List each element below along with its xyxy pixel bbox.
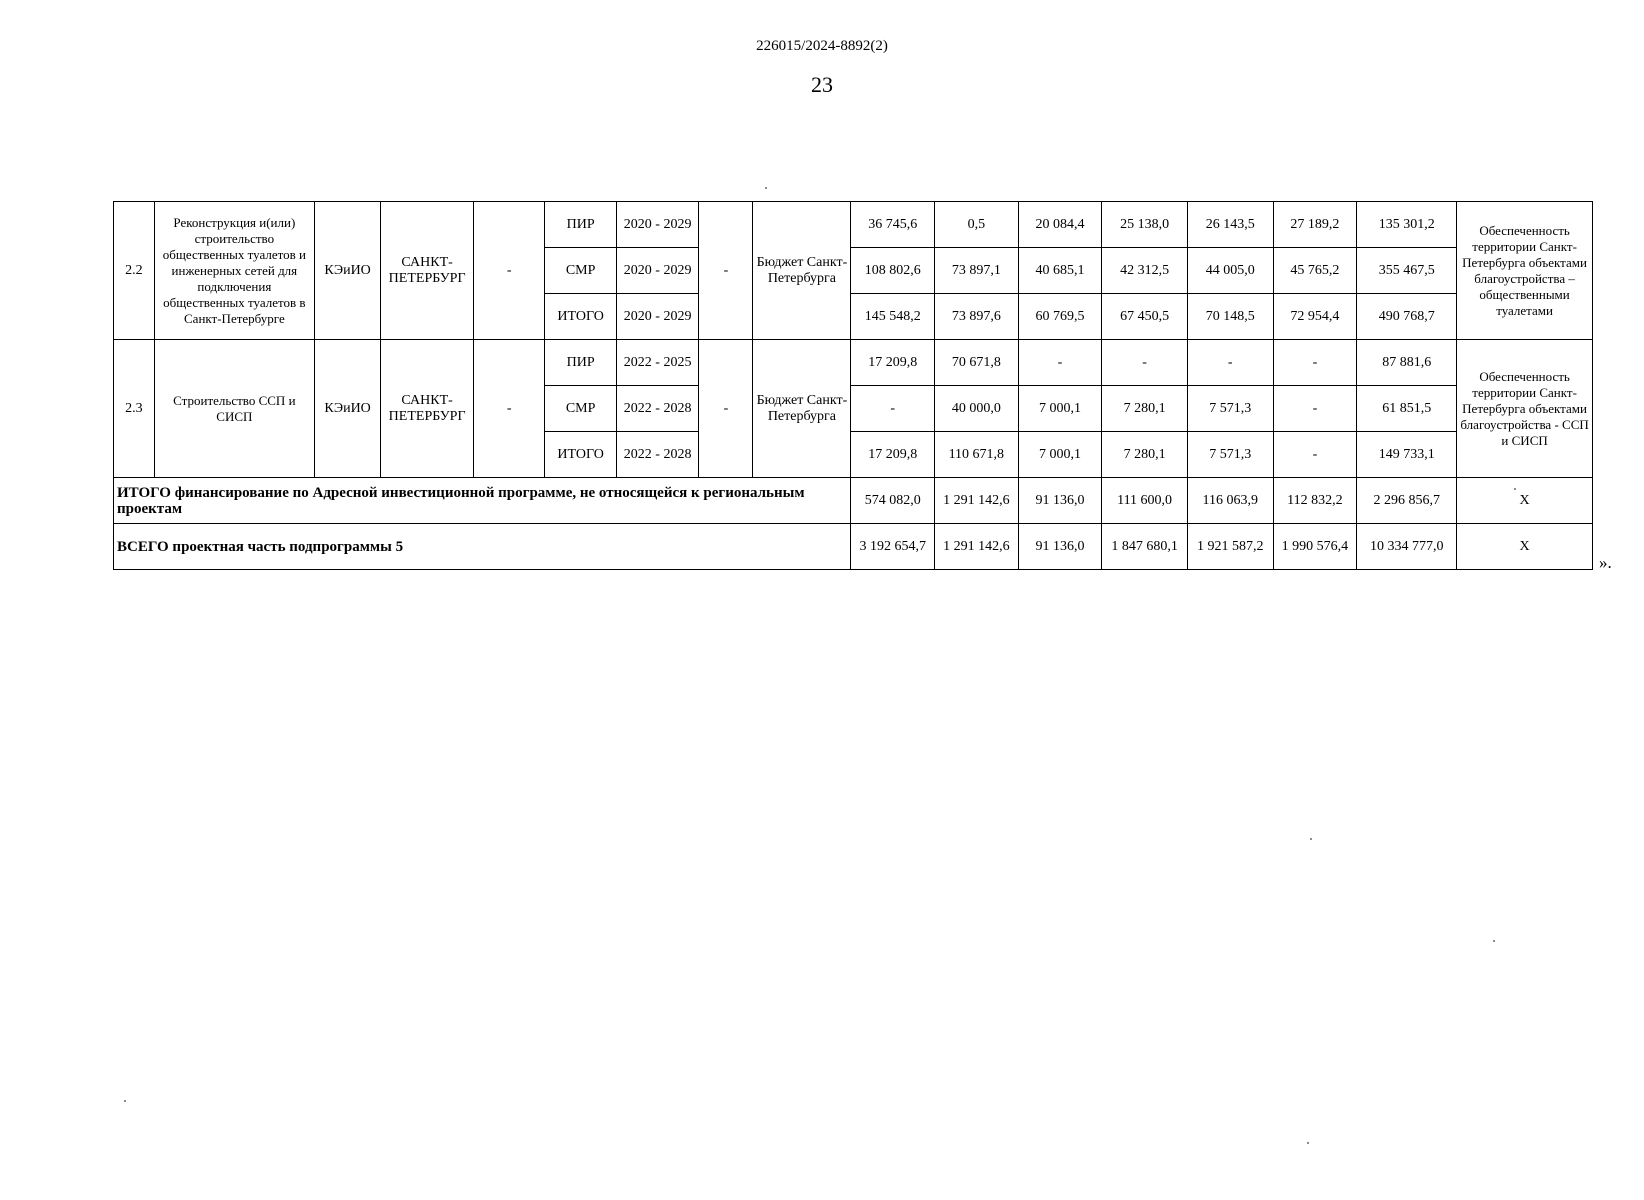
funding-value: 20 084,4 xyxy=(1018,202,1102,248)
total-value: 91 136,0 xyxy=(1018,478,1102,524)
object-name: Реконструкция и(или) строительство общественных туалетов и инженерных сетей для подключения общественных туалетов в Санкт-Петербурге xyxy=(154,202,314,340)
total-value: 116 063,9 xyxy=(1187,478,1273,524)
funding-value: 110 671,8 xyxy=(935,432,1019,478)
funding-value: 7 000,1 xyxy=(1018,432,1102,478)
scan-speck xyxy=(765,187,767,189)
funding-value: 36 745,6 xyxy=(851,202,935,248)
object-name: Строительство ССП и СИСП xyxy=(154,340,314,478)
funding-value: 108 802,6 xyxy=(851,248,935,294)
responsible-org: КЭиИО xyxy=(314,340,380,478)
expected-result: Обеспеченность территории Санкт-Петербурга объектами благоустройства - ССП и СИСП xyxy=(1457,340,1593,478)
funding-value: 44 005,0 xyxy=(1187,248,1273,294)
funding-value: 355 467,5 xyxy=(1357,248,1457,294)
work-period: 2022 - 2025 xyxy=(616,340,699,386)
funding-value: 17 209,8 xyxy=(851,432,935,478)
responsible-org: КЭиИО xyxy=(314,202,380,340)
work-period: 2020 - 2029 xyxy=(616,294,699,340)
scan-speck xyxy=(1307,1142,1309,1144)
funding-value: 17 209,8 xyxy=(851,340,935,386)
funding-source: Бюджет Санкт-Петербурга xyxy=(753,202,851,340)
funding-value: 26 143,5 xyxy=(1187,202,1273,248)
funding-value: 149 733,1 xyxy=(1357,432,1457,478)
funding-value: - xyxy=(1273,432,1357,478)
extra-column: - xyxy=(699,340,753,478)
funding-value: 0,5 xyxy=(935,202,1019,248)
work-type: СМР xyxy=(545,386,616,432)
work-period: 2022 - 2028 xyxy=(616,386,699,432)
total-label: ИТОГО финансирование по Адресной инвестиционной программе, не относящейся к региональным проектам xyxy=(114,478,851,524)
page-number: 23 xyxy=(811,72,833,97)
total-value: 1 990 576,4 xyxy=(1273,524,1357,570)
total-value: 91 136,0 xyxy=(1018,524,1102,570)
capacity: - xyxy=(474,340,545,478)
scan-speck xyxy=(124,1100,126,1102)
work-type: ПИР xyxy=(545,340,616,386)
funding-value: 72 954,4 xyxy=(1273,294,1357,340)
funding-value: 70 148,5 xyxy=(1187,294,1273,340)
work-period: 2022 - 2028 xyxy=(616,432,699,478)
location: САНКТ-ПЕТЕРБУРГ xyxy=(381,340,474,478)
total-value: 10 334 777,0 xyxy=(1357,524,1457,570)
funding-value: 7 571,3 xyxy=(1187,386,1273,432)
funding-value: 87 881,6 xyxy=(1357,340,1457,386)
funding-value: 490 768,7 xyxy=(1357,294,1457,340)
total-label: ВСЕГО проектная часть подпрограммы 5 xyxy=(114,524,851,570)
extra-column: - xyxy=(699,202,753,340)
work-type: СМР xyxy=(545,248,616,294)
total-mark: Х xyxy=(1457,524,1593,570)
work-period: 2020 - 2029 xyxy=(616,202,699,248)
capacity: - xyxy=(474,202,545,340)
funding-value: 27 189,2 xyxy=(1273,202,1357,248)
total-value: 1 921 587,2 xyxy=(1187,524,1273,570)
funding-value: 42 312,5 xyxy=(1102,248,1188,294)
work-period: 2020 - 2029 xyxy=(616,248,699,294)
total-value: 1 291 142,6 xyxy=(935,524,1019,570)
closing-quote: ». xyxy=(1599,553,1612,572)
row-number: 2.2 xyxy=(114,202,155,340)
funding-value: 73 897,6 xyxy=(935,294,1019,340)
total-row xyxy=(114,478,1593,524)
total-value: 574 082,0 xyxy=(851,478,935,524)
funding-value: 45 765,2 xyxy=(1273,248,1357,294)
funding-value: 40 685,1 xyxy=(1018,248,1102,294)
funding-value: - xyxy=(1273,340,1357,386)
funding-value: 7 280,1 xyxy=(1102,386,1188,432)
expected-result: Обеспеченность территории Санкт-Петербурга объектами благоустройства – общественными туалетами xyxy=(1457,202,1593,340)
total-mark: Х xyxy=(1457,478,1593,524)
funding-value: 25 138,0 xyxy=(1102,202,1188,248)
table-body xyxy=(114,202,1593,570)
funding-value: 40 000,0 xyxy=(935,386,1019,432)
funding-value: - xyxy=(1187,340,1273,386)
table-row xyxy=(114,202,1593,248)
scan-speck xyxy=(1514,488,1516,490)
total-value: 1 291 142,6 xyxy=(935,478,1019,524)
funding-value: 7 000,1 xyxy=(1018,386,1102,432)
funding-value: 70 671,8 xyxy=(935,340,1019,386)
location: САНКТ-ПЕТЕРБУРГ xyxy=(381,202,474,340)
funding-value: 60 769,5 xyxy=(1018,294,1102,340)
funding-value: 135 301,2 xyxy=(1357,202,1457,248)
funding-value: - xyxy=(1273,386,1357,432)
funding-value: 67 450,5 xyxy=(1102,294,1188,340)
funding-value: 145 548,2 xyxy=(851,294,935,340)
row-number: 2.3 xyxy=(114,340,155,478)
funding-value: 7 571,3 xyxy=(1187,432,1273,478)
work-type: ПИР xyxy=(545,202,616,248)
work-type: ИТОГО xyxy=(545,294,616,340)
funding-source: Бюджет Санкт-Петербурга xyxy=(753,340,851,478)
total-value: 2 296 856,7 xyxy=(1357,478,1457,524)
funding-value: 61 851,5 xyxy=(1357,386,1457,432)
total-value: 3 192 654,7 xyxy=(851,524,935,570)
funding-value: 7 280,1 xyxy=(1102,432,1188,478)
scan-speck xyxy=(1310,838,1312,840)
total-value: 112 832,2 xyxy=(1273,478,1357,524)
total-value: 111 600,0 xyxy=(1102,478,1188,524)
scan-speck xyxy=(1493,940,1495,942)
work-type: ИТОГО xyxy=(545,432,616,478)
funding-value: - xyxy=(851,386,935,432)
document-id: 226015/2024-8892(2) xyxy=(756,38,888,54)
funding-value: - xyxy=(1102,340,1188,386)
funding-value: - xyxy=(1018,340,1102,386)
funding-value: 73 897,1 xyxy=(935,248,1019,294)
total-value: 1 847 680,1 xyxy=(1102,524,1188,570)
table-row xyxy=(114,340,1593,386)
budget-table xyxy=(113,201,1593,570)
total-row xyxy=(114,524,1593,570)
